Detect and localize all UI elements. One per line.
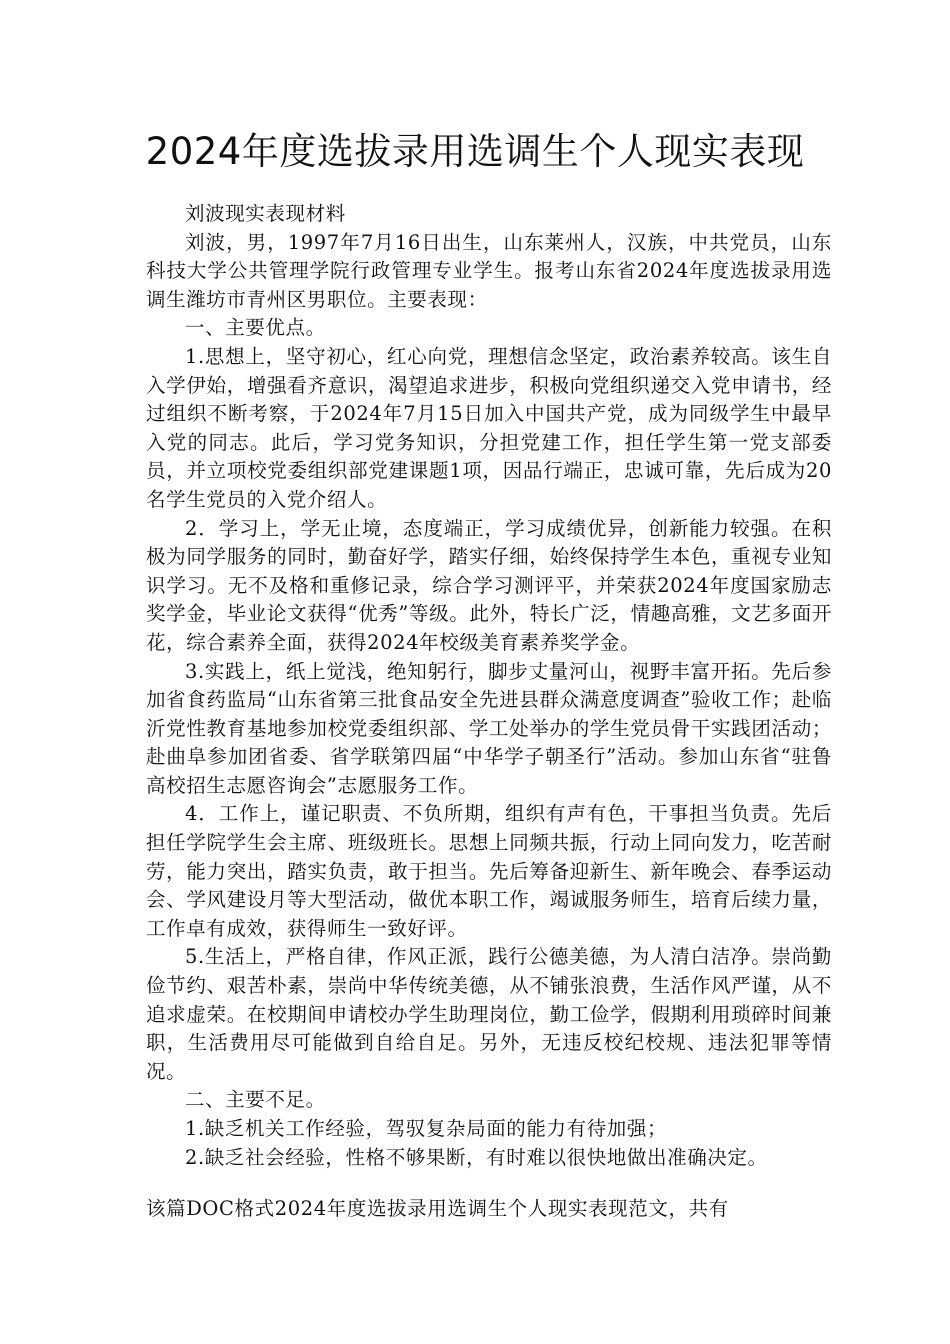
document-footer-note: 该篇DOC格式2024年度选拔录用选调生个人现实表现范文，共有 — [146, 1197, 729, 1220]
strength-practice-paragraph: 3.实践上，纸上觉浅，绝知躬行，脚步丈量河山，视野丰富开拓。先后参加省食药监局“山东省第三批食品安全先进县群众满意度调查”验收工作；赴临沂党性教育基地参加校党委组织部、学工处举办的学生党员骨干实践团活动；赴曲阜参加团省委、省学联第四届“中华学子朝圣行”活动。参加山东省“驻鲁高校招生志愿咨询会”志愿服务工作。 — [146, 659, 832, 797]
section-heading-weaknesses: 二、主要不足。 — [185, 1088, 326, 1112]
strength-work-paragraph: 4．工作上，谨记职责、不负所期，组织有声有色，干事担当负责。先后担任学院学生会主席、班级班长。思想上同频共振，行动上同向发力，吃苦耐劳，能力突出，踏实负责，敢于担当。先后筹备迎新生、新年晚会、春季运动会、学风建设月等大型活动，做优本职工作，竭诚服务师生，培育后续力量，工作卓有成效，获得师生一致好评。 — [146, 802, 832, 940]
strength-ideology-paragraph: 1.思想上，坚守初心，红心向党，理想信念坚定，政治素养较高。该生自入学伊始，增强看齐意识，渴望追求进步，积极向党组织递交入党申请书，经过组织不断考察，于2024年7月15日加入中国共产党，成为同级学生中最早入党的同志。此后，学习党务知识，分担党建工作，担任学生第一党支部委员，并立项校党委组织部党建课题1项，因品行端正，忠诚可靠，先后成为20名学生党员的入党介绍人。 — [146, 344, 832, 511]
material-heading: 刘波现实表现材料 — [185, 202, 346, 225]
intro-paragraph: 刘波，男，1997年7月16日出生，山东莱州人，汉族，中共党员，山东科技大学公共管理学院行政管理专业学生。报考山东省2024年度选拔录用选调生潍坊市青州区男职位。主要表现： — [146, 230, 832, 311]
strength-life-paragraph: 5.生活上，严格自律，作风正派，践行公德美德，为人清白洁净。崇尚勤俭节约、艰苦朴素，崇尚中华传统美德，从不铺张浪费，生活作风严谨，从不追求虚荣。在校期间申请校办学生助理岗位，勤工俭学，假期利用琐碎时间兼职，生活费用尽可能做到自给自足。另外，无违反校纪校规、违法犯罪等情况。 — [146, 945, 832, 1083]
section-heading-strengths: 一、主要优点。 — [185, 316, 326, 340]
document-body — [146, 200, 832, 1172]
strength-study-paragraph: 2．学习上，学无止境，态度端正，学习成绩优异，创新能力较强。在积极为同学服务的同时，勤奋好学，踏实仔细，始终保持学生本色，重视专业知识学习。无不及格和重修记录，综合学习测评平，并荣获2024年度国家励志奖学金，毕业论文获得“优秀”等级。此外，特长广泛，情趣高雅，文艺多面开花，综合素养全面，获得2024年校级美育素养奖学金。 — [146, 516, 832, 654]
weakness-item-2: 2.缺乏社会经验，性格不够果断，有时难以很快地做出准确决定。 — [185, 1145, 768, 1169]
weakness-item-1: 1.缺乏机关工作经验，驾驭复杂局面的能力有待加强； — [185, 1117, 668, 1140]
document-title: 2024年度选拔录用选调生个人现实表现 — [145, 130, 805, 173]
